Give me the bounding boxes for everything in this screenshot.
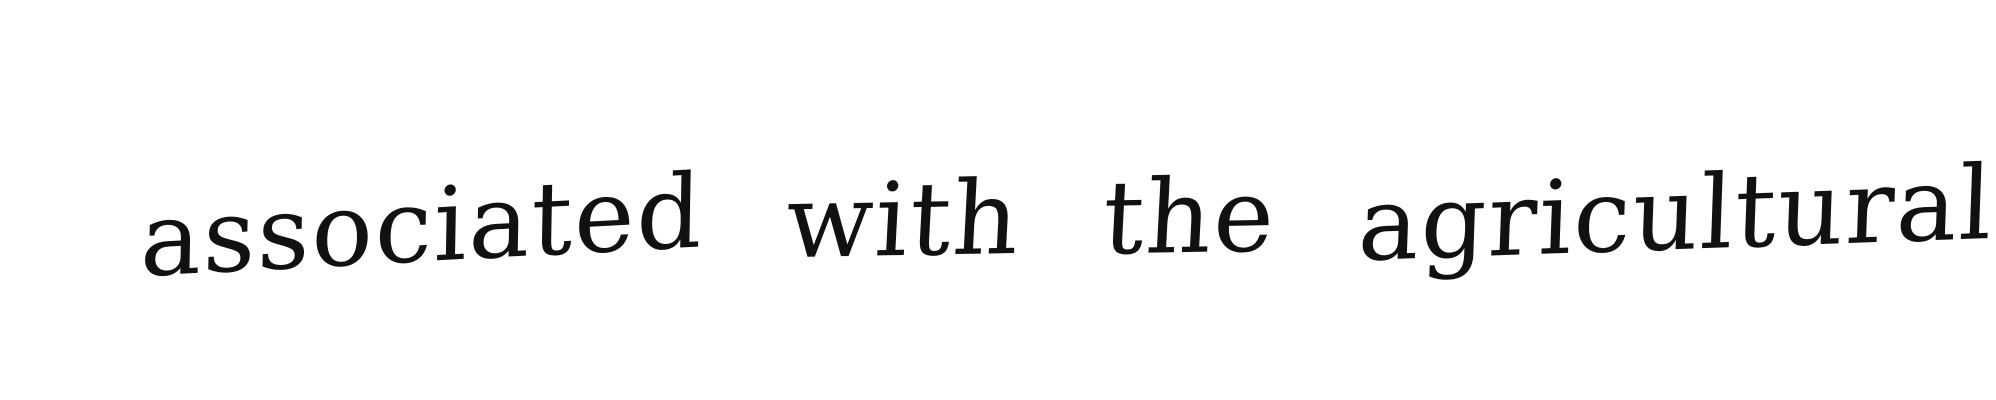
handwritten-word-with: with: [783, 158, 1024, 283]
handwritten-word-associated: associated: [139, 152, 705, 301]
handwritten-word-agricultural: agricultural: [1355, 143, 1996, 286]
handwritten-word-the: the: [1099, 156, 1279, 279]
handwritten-line: [139, 143, 1996, 301]
